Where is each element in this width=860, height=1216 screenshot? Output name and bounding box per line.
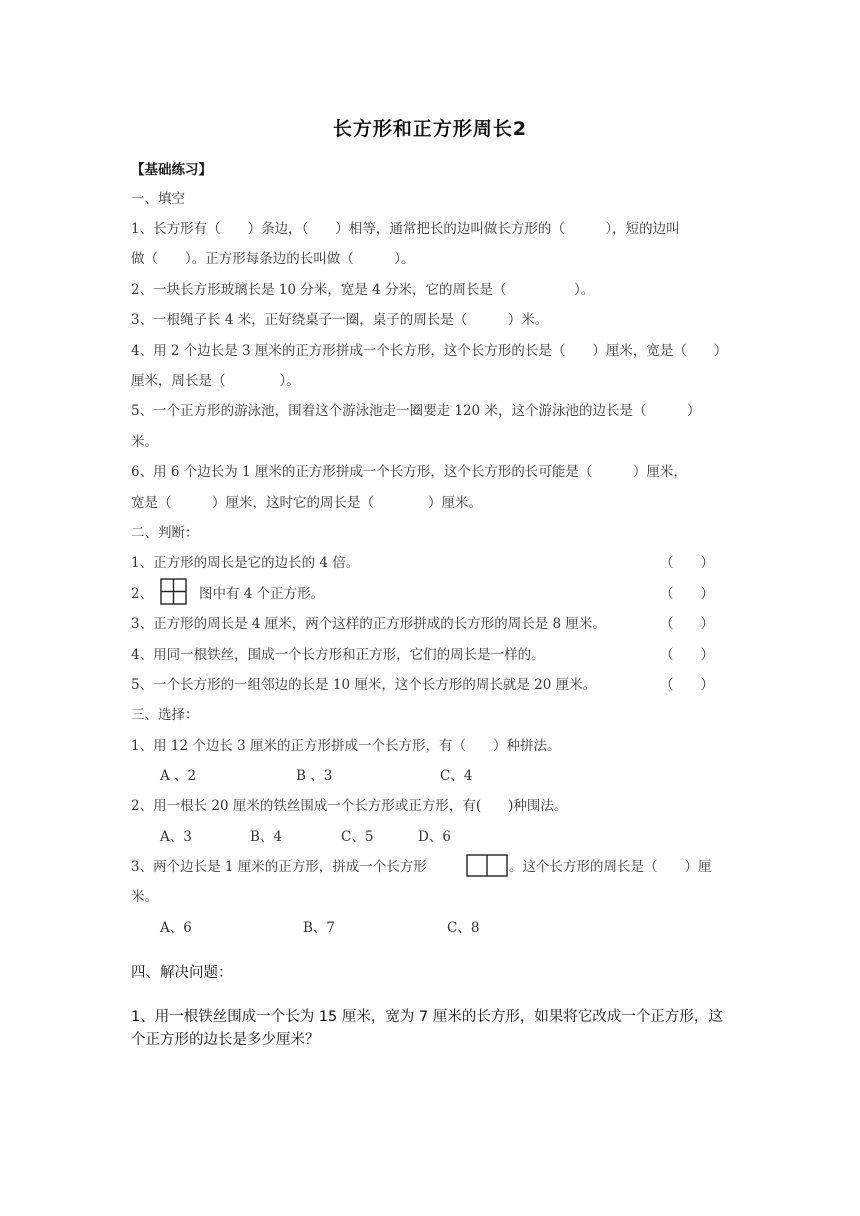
judge-item-2-prefix: 2、 [131, 586, 154, 602]
fill-q4-line2: 厘米，周长是（ ）。 [131, 373, 300, 389]
choice-q3-option-a[interactable]: A、6 [160, 920, 192, 936]
choice-q2-option-c[interactable]: C、5 [341, 829, 374, 845]
choice-q1-option-b[interactable]: B 、3 [296, 768, 333, 784]
choice-q3-line2: 米。 [131, 889, 158, 905]
page-title: 长方形和正方形周长2 [332, 118, 528, 140]
fill-q1-line1: 1、长方形有（ ）条边，（ ）相等，通常把长的边叫做长方形的（ ），短的边叫 [131, 221, 680, 237]
choice-q3-option-c[interactable]: C、8 [447, 920, 480, 936]
choice-q2: 2、用一根长 20 厘米的铁丝围成一个长方形或正方形，有( )种围法。 [131, 798, 568, 814]
fill-q3: 3、一根绳子长 4 米，正好绕桌子一圈，桌子的周长是（ ）米。 [131, 312, 549, 328]
judge-item-3: 3、正方形的周长是 4 厘米，两个这样的正方形拼成的长方形的周长是 8 厘米。 [131, 616, 606, 632]
choice-q2-option-d[interactable]: D、6 [418, 829, 451, 845]
judge-answer-4[interactable]: （ ） [660, 647, 714, 663]
choice-q1-option-c[interactable]: C、4 [440, 768, 473, 784]
section-judge-heading: 二、判断： [131, 525, 199, 541]
judge-item-5: 5、一个长方形的一组邻边的长是 10 厘米，这个长方形的周长就是 20 厘米。 [131, 677, 597, 693]
choice-q3-option-b[interactable]: B、7 [303, 920, 336, 936]
fill-q5-line2: 米。 [131, 434, 158, 450]
two-squares-rectangle-figure [466, 854, 508, 878]
section-basic-label: 【基础练习】 [131, 162, 212, 178]
choice-q3-prefix: 3、两个边长是 1 厘米的正方形，拼成一个长方形 [131, 859, 427, 875]
section-fill-heading: 一、填空 [131, 191, 185, 207]
fill-q4-line1: 4、用 2 个边长是 3 厘米的正方形拼成一个长方形，这个长方形的长是（ ）厘米，宽是（ ） [131, 343, 728, 359]
choice-q2-option-b[interactable]: B、4 [250, 829, 283, 845]
fill-q6-line2: 宽是（ ）厘米，这时它的周长是（ ）厘米。 [131, 495, 482, 511]
judge-answer-1[interactable]: （ ） [660, 555, 714, 571]
four-squares-grid-figure [160, 578, 187, 605]
fill-q6-line1: 6、用 6 个边长为 1 厘米的正方形拼成一个长方形，这个长方形的长可能是（ ）厘米， [131, 464, 687, 480]
solve-q1-line2: 个正方形的边长是多少厘米？ [131, 1032, 320, 1048]
choice-q1: 1、用 12 个边长 3 厘米的正方形拼成一个长方形，有（ ）种拼法。 [131, 738, 561, 754]
judge-answer-5[interactable]: （ ） [660, 677, 714, 693]
choice-q1-option-a[interactable]: A 、2 [160, 768, 197, 784]
judge-answer-2[interactable]: （ ） [660, 586, 714, 602]
fill-q5-line1: 5、一个正方形的游泳池，围着这个游泳池走一圈要走 120 米，这个游泳池的边长是（ ） [131, 403, 701, 419]
section-choice-heading: 三、选择： [131, 707, 199, 723]
solve-q1-line1: 1、用一根铁丝围成一个长为 15 厘米，宽为 7 厘米的长方形，如果将它改成一个正方形，这 [131, 1009, 723, 1025]
judge-item-1: 1、正方形的周长是它的边长的 4 倍。 [131, 555, 360, 571]
judge-answer-3[interactable]: （ ） [660, 616, 714, 632]
fill-q2: 2、一块长方形玻璃长是 10 分米，宽是 4 分米，它的周长是（ ）。 [131, 282, 595, 298]
choice-q3-suffix: 。这个长方形的周长是（ ）厘 [509, 859, 712, 875]
choice-q2-option-a[interactable]: A、3 [160, 829, 192, 845]
fill-q1-line2: 做（ ）。正方形每条边的长叫做（ ）。 [131, 251, 415, 267]
judge-item-4: 4、用同一根铁丝，围成一个长方形和正方形，它们的周长是一样的。 [131, 647, 545, 663]
judge-item-2-text: 图中有 4 个正方形。 [199, 586, 325, 602]
section-solve-heading: 四、解决问题： [131, 965, 233, 981]
